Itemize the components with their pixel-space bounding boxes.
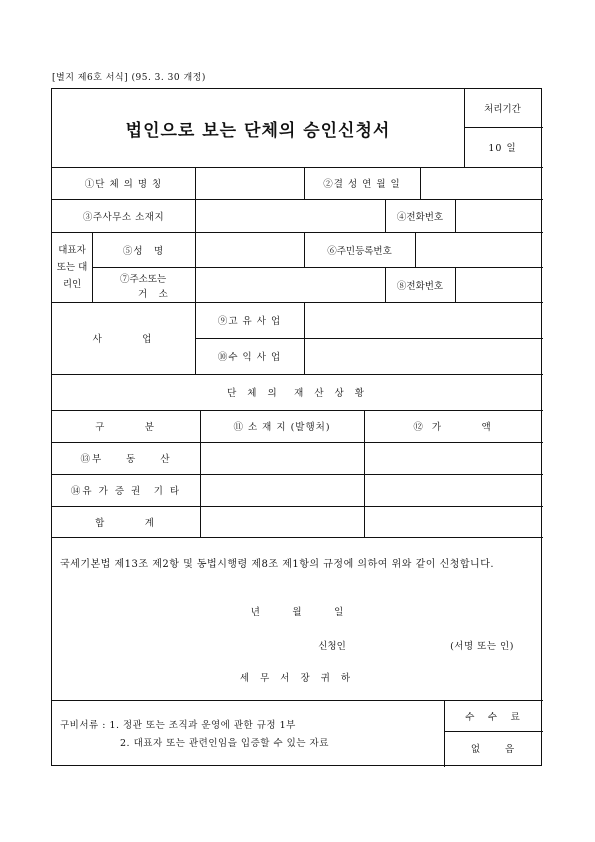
real-estate-value-field[interactable] [364,442,543,474]
profit-business-field[interactable] [304,338,543,374]
org-name-label: ①단 체 의 명 칭 [84,179,163,190]
col-location-header: ⑪ 소 재 지 (발행처) [233,422,331,433]
main-office-field[interactable] [195,199,385,232]
total-location-field[interactable] [200,506,364,537]
required-documents: 구비서류 : 1. 정관 또는 조직과 운영에 관한 규정 1부 [60,720,296,731]
phone-1-label: ④전화번호 [396,211,444,223]
col-value-header: ⑫ 가 액 [413,422,494,433]
required-documents-item2: 2. 대표자 또는 관련인임을 입증할 수 있는 자료 [120,738,329,749]
main-office-label: ③주사무소 소재지 [82,211,165,223]
application-form [51,88,542,766]
securities-value-field[interactable] [364,474,543,506]
resident-number-label: ⑥주민등록번호 [327,245,392,257]
rep-address-field[interactable] [195,267,385,302]
profit-business-label: ⑩수 익 사 업 [217,352,282,363]
application-statement: 국세기본법 제13조 제2항 및 동법시행령 제8조 제1항의 규정에 의하여 위와 같이 신청합니다. [60,559,495,570]
property-section-title: 단 체 의 재 산 상 황 [227,388,368,399]
fee-value: 없 음 [470,744,517,755]
col-category-header: 구 분 [95,422,157,433]
total-value-field[interactable] [364,506,543,537]
date-line: 년 월 일 [250,607,345,618]
rep-address-line2: 거 소 [138,289,169,300]
establish-date-field[interactable] [420,167,543,199]
representative-label: 대표자 또는 대리인 [56,244,88,290]
rep-name-field[interactable] [195,232,304,267]
processing-period-value: 10 일 [488,143,517,154]
securities-location-field[interactable] [200,474,364,506]
unique-business-field[interactable] [304,302,543,338]
business-label: 사 업 [92,334,155,345]
row-securities-label: ⑭유 가 증 권 기 타 [70,486,182,497]
addressee: 세 무 서 장 귀 하 [239,673,355,684]
rep-name-label: ⑤성 명 [122,245,165,257]
rep-address-label [92,269,195,301]
applicant-label: 신청인 [318,641,346,652]
processing-period-label: 처리기간 [484,104,521,115]
page-title: 법인으로 보는 단체의 승인신청서 [125,120,391,141]
applicant-signature-field[interactable] [364,635,444,655]
rep-address-line1: ⑦주소또는 [120,274,167,285]
fee-label: 수 수 료 [465,711,522,723]
row-total-label: 합 계 [95,517,157,529]
real-estate-location-field[interactable] [200,442,364,474]
phone-2-label: ⑧전화번호 [396,280,444,292]
unique-business-label: ⑨고 유 사 업 [217,316,282,327]
resident-number-field[interactable] [415,232,543,267]
phone-1-field[interactable] [455,199,543,232]
form-reference: [별지 제6호 서식] (95. 3. 30 개정) [52,73,206,83]
row-real-estate-label: ⑬부 동 산 [80,454,172,465]
establish-date-label: ②결 성 연 월 일 [323,179,401,190]
signature-label: (서명 또는 인) [450,641,514,652]
phone-2-field[interactable] [455,267,543,302]
org-name-field[interactable] [195,167,304,199]
